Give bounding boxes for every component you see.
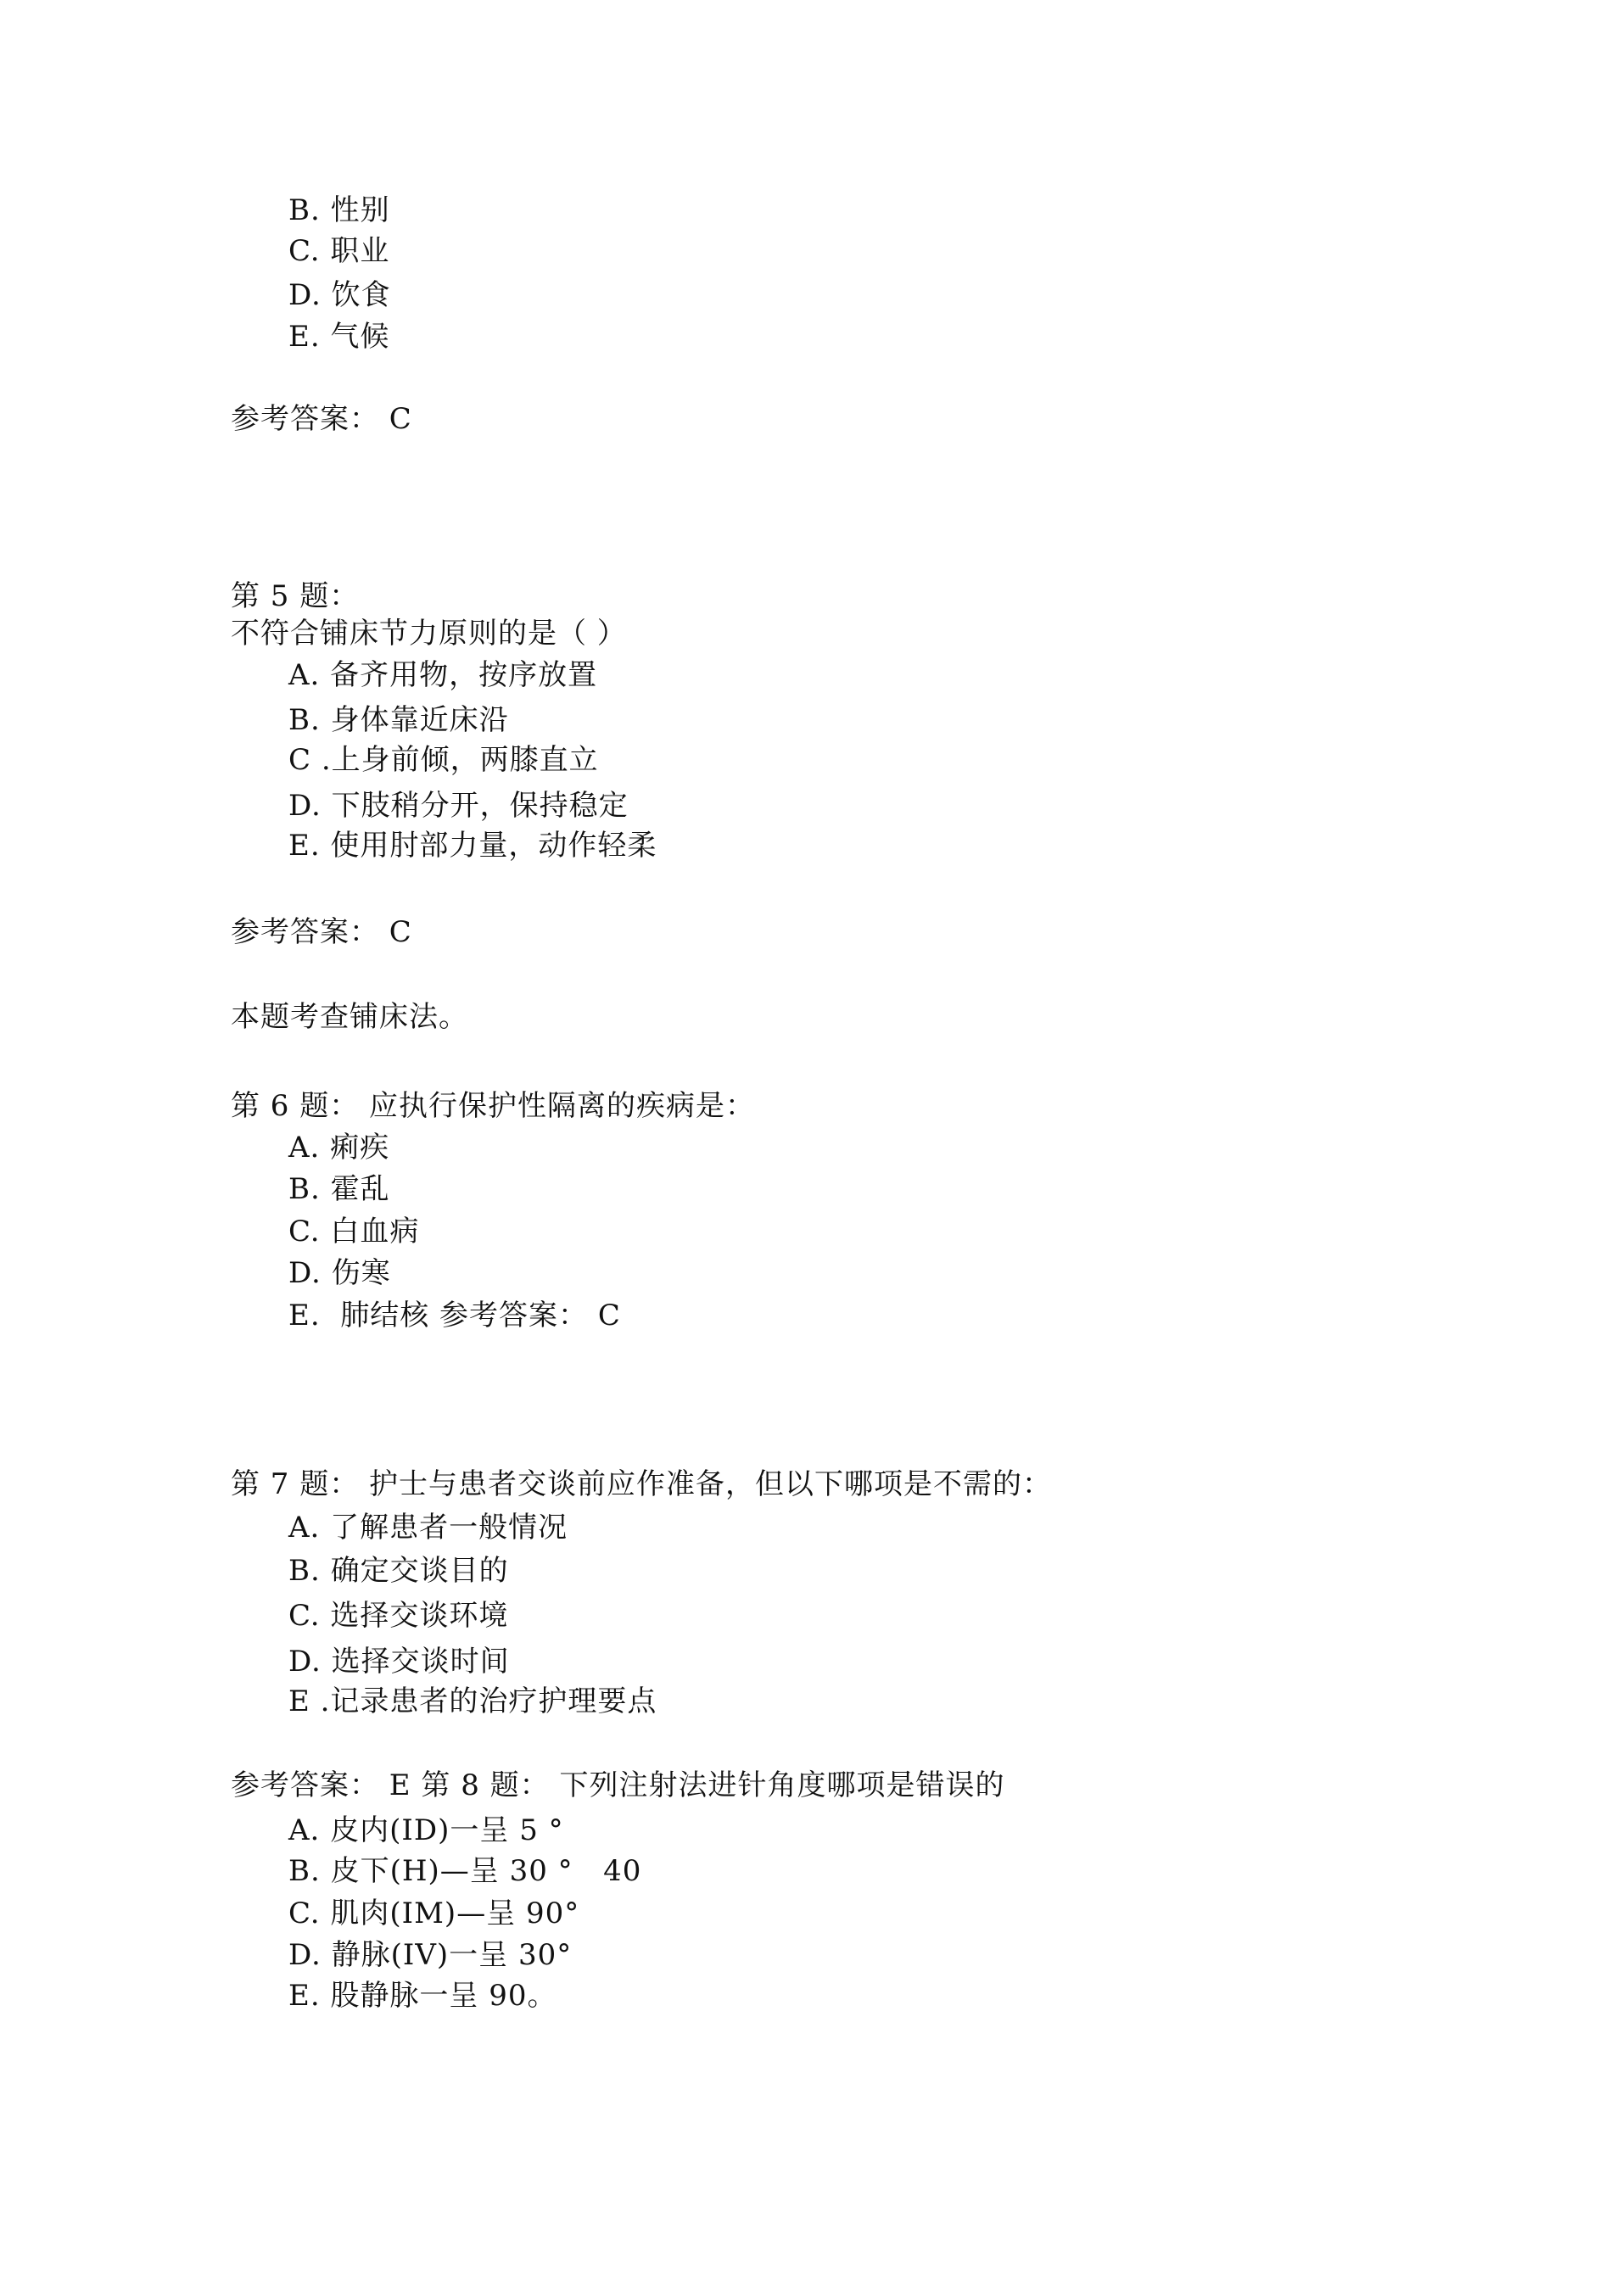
- q8-option-c: C. 肌肉(IM)—呈 90°: [288, 1897, 580, 1930]
- q8-option-b: B. 皮下(H)—呈 30 ° 40: [288, 1854, 642, 1888]
- q5-option-d: D. 下肢稍分开，保持稳定: [288, 789, 629, 823]
- q5-option-c: C .上身前倾，两膝直立: [288, 743, 599, 777]
- q5-stem: 不符合铺床节力原则的是（ ）: [231, 617, 627, 651]
- q5-option-b: B. 身体靠近床沿: [288, 703, 509, 737]
- q6-header: 第 6 题： 应执行保护性隔离的疾病是：: [231, 1089, 756, 1123]
- q4-option-c: C. 职业: [288, 234, 390, 268]
- q4-option-b: B. 性别: [288, 193, 390, 227]
- q6-option-a: A. 痢疾: [288, 1131, 390, 1165]
- q6-option-c: C. 白血病: [288, 1215, 420, 1249]
- q7-answer-q8-header: 参考答案： E 第 8 题： 下列注射法进针角度哪项是错误的: [231, 1768, 1005, 1802]
- q7-option-e: E .记录患者的治疗护理要点: [288, 1684, 657, 1718]
- q8-option-d: D. 静脉(IV)一呈 30°: [288, 1938, 573, 1972]
- q6-option-b: B. 霍乱: [288, 1172, 390, 1206]
- q7-option-c: C. 选择交谈环境: [288, 1599, 509, 1633]
- q5-option-e: E. 使用肘部力量，动作轻柔: [288, 829, 657, 863]
- q8-option-a: A. 皮内(ID)一呈 5 °: [288, 1813, 564, 1847]
- q4-option-d: D. 饮食: [288, 278, 391, 312]
- q5-explanation: 本题考查铺床法。: [231, 1000, 468, 1034]
- q5-answer: 参考答案： C: [231, 915, 412, 949]
- q7-option-a: A. 了解患者一般情况: [288, 1511, 568, 1545]
- q8-option-e: E. 股静脉一呈 90。: [288, 1979, 557, 2013]
- q7-option-d: D. 选择交谈时间: [288, 1645, 510, 1679]
- q6-option-e-answer: E. 肺结核 参考答案： C: [288, 1299, 621, 1332]
- q6-option-d: D. 伤寒: [288, 1256, 391, 1290]
- q4-answer: 参考答案： C: [231, 402, 412, 436]
- q5-header: 第 5 题：: [231, 579, 360, 613]
- q4-option-e: E. 气候: [288, 320, 390, 354]
- q7-option-b: B. 确定交谈目的: [288, 1554, 509, 1588]
- q7-header: 第 7 题： 护士与患者交谈前应作准备，但以下哪项是不需的：: [231, 1467, 1053, 1501]
- q5-option-a: A. 备齐用物，按序放置: [288, 658, 598, 692]
